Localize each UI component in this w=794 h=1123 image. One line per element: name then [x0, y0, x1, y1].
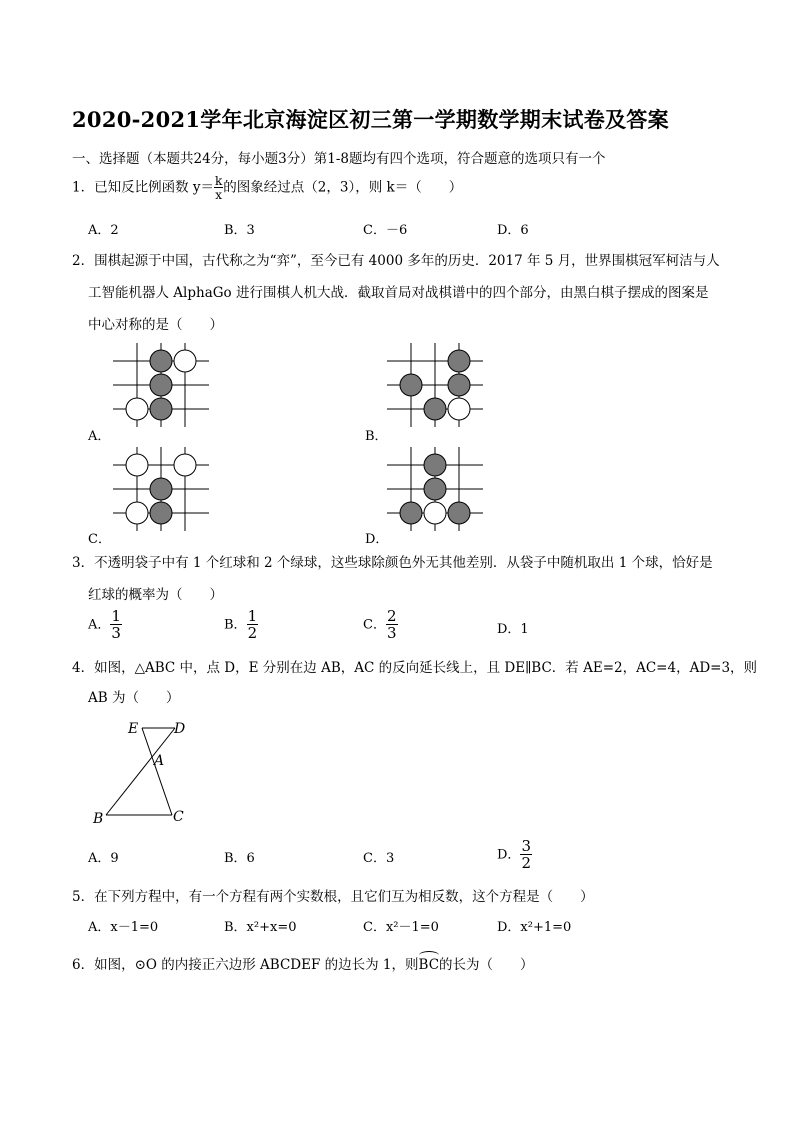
fraction-denominator: 2: [247, 624, 258, 642]
black-stone: [150, 350, 172, 372]
section-heading: 一、选择题（本题共24分，每小题3分）第1-8题均有四个选项，符合题意的选项只有一个: [72, 151, 606, 167]
black-stone: [150, 398, 172, 420]
fraction-denominator: 3: [111, 624, 121, 642]
fraction: [110, 609, 122, 641]
white-stone: [126, 398, 148, 420]
option-4a: A．9: [88, 851, 119, 866]
question-5: 5．在下列方程中，有一个方程有两个实数根，且它们互为相反数，这个方程是（ ）: [72, 889, 594, 905]
black-stone: [424, 398, 446, 420]
fraction: [386, 609, 398, 641]
option-1c: C．－6: [363, 223, 408, 238]
white-stone: [424, 502, 446, 524]
option-3d: D．1: [497, 622, 529, 637]
option-4c: C．3: [363, 851, 395, 866]
option-1a: A．2: [88, 223, 119, 238]
option-5b: B．x²+x=0: [224, 920, 297, 935]
option-5d: D．x²+1=0: [497, 920, 572, 935]
black-stone: [448, 374, 470, 396]
black-stone: [150, 502, 172, 524]
question-2-line-2: 工智能机器人 AlphaGo 进行围棋人机大战．截取首局对战棋谱中的四个部分，由黑白棋子摆成的图案是: [88, 285, 709, 301]
option-5c: C．x²－1=0: [363, 920, 439, 935]
go-board-a: [113, 343, 209, 427]
option-3a: [88, 609, 122, 641]
question-6-post: 的长为（ ）: [439, 957, 534, 973]
white-stone: [174, 350, 196, 372]
point-label-c: C: [173, 809, 184, 825]
go-option-b-label: B．: [365, 429, 388, 444]
white-stone: [448, 398, 470, 420]
arc-bc: BC: [418, 957, 440, 973]
question-3-line-2: 红球的概率为（ ）: [88, 587, 223, 603]
go-board-c: [113, 447, 209, 531]
black-stone: [448, 350, 470, 372]
go-board-d: [387, 447, 483, 531]
triangle-figure: [92, 721, 185, 827]
question-3-line-1: 3．不透明袋子中有 1 个红球和 2 个绿球，这些球除颜色外无其他差别．从袋子中随机取出 1 个球，恰好是: [72, 555, 713, 571]
point-label-e: E: [128, 721, 139, 737]
fraction: [520, 839, 532, 871]
option-label: C．: [363, 617, 386, 633]
fraction-numerator: 3: [521, 837, 531, 855]
option-5a: A．x－1=0: [88, 920, 159, 935]
fraction-numerator: 1: [247, 607, 258, 625]
black-stone: [424, 454, 446, 476]
page-title: 2020-2021学年北京海淀区初三第一学期数学期末试卷及答案: [72, 107, 669, 132]
question-2-line-1: 2．围棋起源于中国，古代称之为“弈”，至今已有 4000 多年的历史．2017 年 5 月，世界围棋冠军柯洁与人: [72, 253, 720, 269]
white-stone: [126, 502, 148, 524]
fraction-numerator: 2: [386, 607, 397, 625]
question-1-pre: 1．已知反比例函数 y＝: [72, 179, 215, 196]
question-6-pre: 6．如图，⊙O 的内接正六边形 ABCDEF 的边长为 1，则: [72, 957, 419, 973]
question-4-line-2: AB 为（ ）: [88, 690, 180, 706]
go-board-b: [387, 343, 483, 427]
option-3c: [363, 609, 398, 641]
fraction-denominator: 2: [521, 854, 531, 872]
fraction: [247, 609, 259, 641]
option-label: D．: [497, 847, 521, 863]
go-option-c-label: C．: [88, 532, 111, 547]
option-1b: B．3: [224, 223, 255, 238]
fraction-numerator: k: [215, 174, 223, 188]
fraction-denominator: 3: [386, 624, 397, 642]
black-stone: [400, 374, 422, 396]
black-stone: [400, 502, 422, 524]
white-stone: [126, 454, 148, 476]
point-label-b: B: [93, 811, 104, 827]
point-label-d: D: [174, 721, 186, 737]
option-3b: [224, 609, 258, 641]
question-1-post: 的图象经过点（2，3），则 k＝（ ）: [223, 179, 463, 196]
option-label: A．: [88, 617, 111, 633]
fraction-denominator: x: [215, 188, 223, 202]
black-stone: [424, 478, 446, 500]
go-option-a-label: A．: [88, 429, 111, 444]
option-label: B．: [224, 617, 247, 633]
black-stone: [150, 478, 172, 500]
question-2-line-3: 中心对称的是（ ）: [88, 317, 223, 333]
fraction-numerator: 1: [111, 607, 121, 625]
option-1d: D．6: [497, 223, 529, 238]
question-6: [72, 953, 534, 973]
question-4-line-1: 4．如图，△ABC 中，点 D，E 分别在边 AB，AC 的反向延长线上，且 DE∥BC．若 AE=2，AC=4，AD=3，则: [72, 660, 758, 676]
go-option-d-label: D．: [365, 532, 389, 547]
option-4d: [497, 839, 532, 871]
black-stone: [448, 502, 470, 524]
option-4b: B．6: [224, 851, 255, 866]
white-stone: [174, 454, 196, 476]
black-stone: [150, 374, 172, 396]
point-label-a: A: [154, 753, 165, 769]
